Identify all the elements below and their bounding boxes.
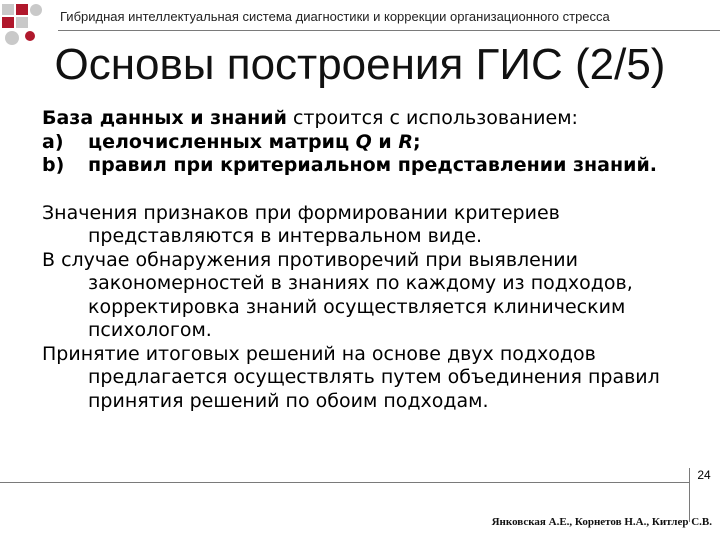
slide-title: Основы построения ГИС (2/5) (54, 40, 666, 89)
page-number: 24 (697, 468, 711, 482)
list-marker: b) (42, 154, 65, 176)
list-item (42, 131, 692, 155)
matrix-r-label: R (398, 130, 413, 153)
intro-bold: База данных и знаний (42, 107, 287, 129)
slide-body (42, 107, 692, 413)
paragraph-contradictions: В случае обнаружения противоречий при выявлении закономерностей в знаниях по каждому из подходов, корректировка знаний осуществляется клиническим психологом. (42, 248, 633, 341)
paragraph-interval-values: Значения признаков при формировании критериев представляются в интервальном виде. (42, 201, 560, 247)
paragraph-final-decisions: Принятие итоговых решений на основе двух подходов предлагается осуществлять путем объединения правил принятия решений по обоим подходам. (42, 342, 660, 412)
header-divider (58, 30, 720, 31)
footer-divider (0, 482, 690, 483)
list-marker: a) (42, 130, 64, 153)
list-item-text: правил при критериальном представлении знаний. (88, 154, 657, 176)
matrix-q-label: Q (355, 130, 372, 153)
header-subtitle: Гибридная интеллектуальная система диагностики и коррекции организационного стресса (60, 9, 610, 24)
authors-footer: Янковская А.Е., Корнетов Н.А., Китлер С.В. (491, 516, 712, 528)
intro-rest: строится с использованием: (286, 107, 578, 129)
list-item-text: целочисленных матриц Q и R; (88, 130, 421, 153)
list-item (42, 154, 692, 178)
intro-line (42, 107, 692, 131)
